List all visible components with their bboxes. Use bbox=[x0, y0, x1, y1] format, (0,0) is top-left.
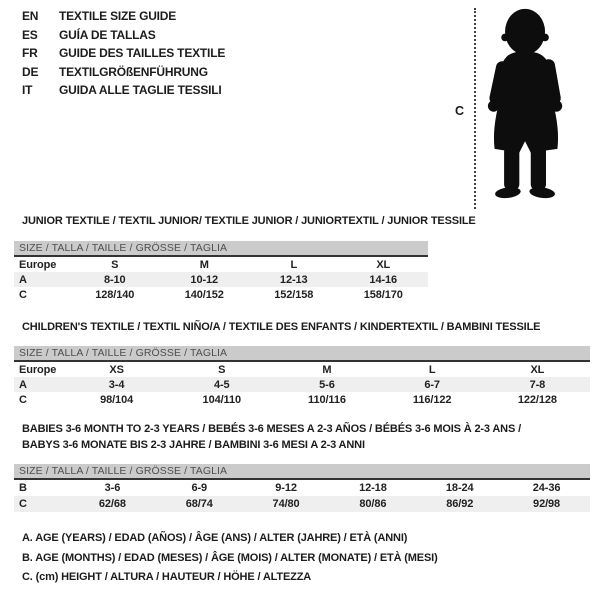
size-cell: 98/104 bbox=[100, 393, 134, 406]
size-cell: 86/92 bbox=[416, 496, 503, 512]
row-label: C bbox=[19, 288, 27, 301]
size-cell: 5-6 bbox=[274, 377, 379, 392]
row-label: A bbox=[14, 377, 64, 392]
size-cell: 6-9 bbox=[191, 482, 208, 494]
language-row bbox=[22, 26, 225, 45]
row-label: C bbox=[14, 496, 69, 512]
babies-size-table bbox=[14, 464, 590, 512]
size-cell: 158/170 bbox=[363, 288, 403, 301]
size-cell: 12-13 bbox=[249, 272, 339, 287]
legend-notes bbox=[22, 529, 438, 588]
row-label: C bbox=[19, 393, 27, 406]
note-b: B. AGE (MONTHS) / EDAD (MESES) / ÂGE (MOIS) / ALTER (MONATE) / ETÀ (MESI) bbox=[22, 551, 438, 564]
babies-title-line1: BABIES 3-6 MONTH TO 2-3 YEARS / BEBÉS 3-6 MESES A 2-3 AÑOS / BÉBÉS 3-6 MOIS À 2-3 ANS / bbox=[22, 423, 521, 435]
language-title: TEXTILGRÖßENFÜHRUNG bbox=[59, 64, 208, 79]
row-label: Europe bbox=[19, 363, 57, 376]
size-cell: 128/140 bbox=[95, 288, 135, 301]
size-cell: 104/110 bbox=[202, 393, 242, 406]
table-row bbox=[14, 479, 590, 496]
language-title: TEXTILE SIZE GUIDE bbox=[59, 9, 177, 23]
size-cell: 7-8 bbox=[485, 377, 590, 392]
size-cell: 10-12 bbox=[160, 272, 250, 287]
table-row bbox=[14, 377, 590, 392]
size-cell: 24-36 bbox=[532, 482, 561, 494]
size-header-cell: SIZE / TALLA / TAILLE / GRÖSSE / TAGLIA bbox=[14, 241, 428, 256]
language-title: GUÍA DE TALLAS bbox=[59, 27, 156, 42]
note-a: A. AGE (YEARS) / EDAD (AÑOS) / ÂGE (ANS) / ALTER (JAHRE) / ETÀ (ANNI) bbox=[22, 532, 408, 544]
size-header-cell: SIZE / TALLA / TAILLE / GRÖSSE / TAGLIA bbox=[14, 346, 590, 361]
size-cell: XL bbox=[376, 258, 391, 271]
toddler-silhouette-icon bbox=[483, 6, 569, 206]
size-cell: L bbox=[290, 258, 298, 271]
size-cell: 110/116 bbox=[308, 393, 346, 406]
size-cell: 3-4 bbox=[64, 377, 169, 392]
size-cell: 6-7 bbox=[380, 377, 485, 392]
language-code: DE bbox=[22, 64, 39, 79]
babies-table-title bbox=[22, 422, 582, 453]
language-row bbox=[22, 81, 225, 100]
language-row bbox=[22, 7, 225, 26]
language-row bbox=[22, 63, 225, 82]
table-row bbox=[14, 392, 590, 407]
size-cell: M bbox=[199, 258, 209, 271]
language-header bbox=[22, 7, 225, 100]
note-c: C. (cm) HEIGHT / ALTURA / HAUTEUR / HÖHE / ALTEZZA bbox=[22, 571, 312, 583]
table-row bbox=[14, 287, 428, 302]
size-cell: 140/152 bbox=[184, 288, 224, 301]
size-cell: 14-16 bbox=[339, 272, 429, 287]
junior-table-title: JUNIOR TEXTILE / TEXTIL JUNIOR/ TEXTILE JUNIOR / JUNIORTEXTIL / JUNIOR TESSILE bbox=[22, 215, 476, 227]
size-cell: L bbox=[428, 363, 436, 376]
language-code: ES bbox=[22, 27, 38, 42]
height-label-c: C bbox=[455, 104, 465, 118]
children-size-table bbox=[14, 346, 590, 407]
language-row bbox=[22, 44, 225, 63]
size-cell: M bbox=[322, 363, 332, 376]
size-cell: 3-6 bbox=[104, 482, 121, 494]
size-header-cell: SIZE / TALLA / TAILLE / GRÖSSE / TAGLIA bbox=[14, 464, 590, 479]
size-cell: 116/122 bbox=[412, 393, 452, 406]
size-cell: 122/128 bbox=[517, 393, 557, 406]
junior-size-table bbox=[14, 241, 428, 302]
size-cell: 152/158 bbox=[274, 288, 314, 301]
size-header-row bbox=[14, 464, 590, 479]
size-cell: 12-18 bbox=[359, 482, 387, 494]
size-cell: 80/86 bbox=[329, 496, 416, 512]
babies-title-line2: BABYS 3-6 MONATE BIS 2-3 JAHRE / BAMBINI 3-6 MESI A 2-3 ANNI bbox=[22, 438, 365, 451]
size-cell: 74/80 bbox=[243, 496, 330, 512]
row-label: A bbox=[14, 272, 70, 287]
table-row bbox=[14, 256, 428, 272]
size-header-row bbox=[14, 346, 590, 361]
height-figure bbox=[452, 6, 598, 214]
language-code: IT bbox=[22, 83, 33, 98]
table-row bbox=[14, 496, 590, 512]
size-header-row bbox=[14, 241, 428, 256]
table-row bbox=[14, 272, 428, 287]
size-cell: 92/98 bbox=[503, 496, 590, 512]
size-cell: 8-10 bbox=[70, 272, 160, 287]
size-cell: 62/68 bbox=[69, 496, 156, 512]
language-code: FR bbox=[22, 46, 38, 61]
language-title: GUIDE DES TAILLES TEXTILE bbox=[59, 46, 226, 61]
language-title: GUIDA ALLE TAGLIE TESSILI bbox=[59, 83, 222, 98]
table-row bbox=[14, 361, 590, 377]
row-label: Europe bbox=[19, 258, 57, 271]
size-cell: S bbox=[111, 258, 119, 271]
size-cell: XS bbox=[109, 363, 124, 376]
children-table-title: CHILDREN'S TEXTILE / TEXTIL NIÑO/A / TEXTILE DES ENFANTS / KINDERTEXTIL / BAMBINI TESSILE bbox=[22, 321, 541, 333]
height-indicator-line bbox=[474, 8, 476, 209]
size-cell: S bbox=[218, 363, 226, 376]
row-label: B bbox=[19, 482, 27, 494]
size-cell: 68/74 bbox=[156, 496, 243, 512]
size-cell: 4-5 bbox=[169, 377, 274, 392]
language-code: EN bbox=[22, 9, 39, 23]
size-cell: 18-24 bbox=[445, 482, 474, 494]
size-cell: 9-12 bbox=[275, 482, 297, 494]
size-cell: XL bbox=[530, 363, 545, 376]
